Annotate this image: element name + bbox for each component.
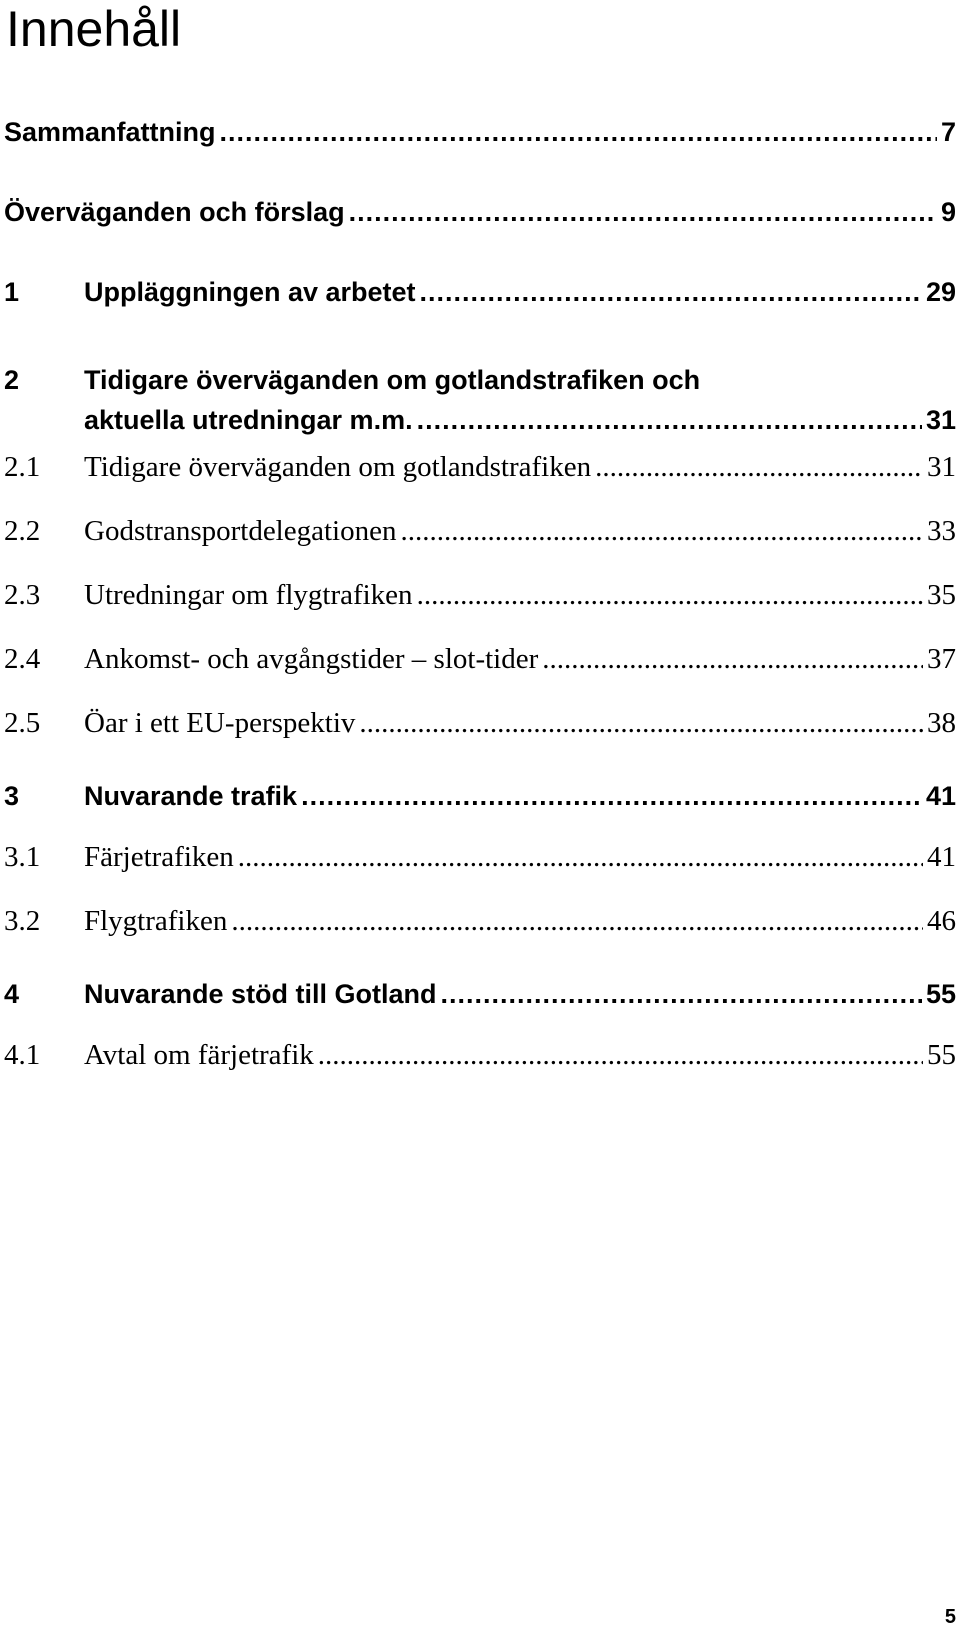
toc-entry-title: Avtal om färjetrafik: [84, 1039, 314, 1071]
toc-entry-page: 41: [925, 781, 956, 811]
dot-leader: [400, 515, 923, 548]
toc-entry-title: Ankomst- och avgångstider – slot-tider: [84, 643, 539, 675]
toc-entry-page: 31: [927, 451, 956, 483]
toc-entry-title: Tidigare överväganden om gotlandstrafiken: [84, 451, 592, 483]
toc-entry-number: 3.2: [4, 905, 41, 937]
toc-entry-overvaganden[interactable]: [4, 184, 956, 228]
toc-entry-page: 35: [927, 579, 956, 611]
dot-leader: [238, 841, 923, 874]
toc-entry-2-4[interactable]: [4, 632, 956, 676]
toc-entry-page: 46: [927, 905, 956, 937]
toc-entry-number: 2.5: [4, 707, 41, 739]
toc-entry-2-2[interactable]: [4, 504, 956, 548]
dot-leader: [359, 707, 923, 740]
toc-entry-title: Utredningar om flygtrafiken: [84, 579, 413, 611]
toc-entry-4-1[interactable]: [4, 1028, 956, 1072]
toc-entry-title: Nuvarande stöd till Gotland: [84, 979, 437, 1009]
toc-entry-2-1[interactable]: [4, 440, 956, 484]
toc-entry-number: 3.1: [4, 841, 41, 873]
toc-entry-page: 33: [927, 515, 956, 547]
toc-entry-page: 41: [927, 841, 956, 873]
toc-entry-number: 4: [4, 979, 20, 1009]
dot-leader: [542, 643, 923, 676]
toc-entry-title: Överväganden och förslag: [4, 197, 345, 227]
toc-entry-2-5[interactable]: [4, 696, 956, 740]
toc-entry-number: 2: [4, 365, 20, 395]
toc-entry-page: 9: [940, 197, 956, 227]
toc-entry-title: Nuvarande trafik: [84, 781, 298, 811]
toc-entry-page: 38: [927, 707, 956, 739]
toc-entry-title: aktuella utredningar m.m.: [84, 405, 413, 435]
toc-entry-3[interactable]: [4, 768, 956, 812]
toc-entry-2-line1[interactable]: [4, 352, 956, 396]
toc-entry-title-line1: Tidigare överväganden om gotlandstrafiken och: [84, 365, 701, 395]
page-number: 5: [944, 1606, 956, 1628]
dot-leader: [349, 197, 937, 228]
toc-entry-page: 55: [927, 1039, 956, 1071]
toc-entry-2[interactable]: [4, 392, 956, 436]
toc-entry-number: 3: [4, 781, 20, 811]
toc-entry-number: 2.2: [4, 515, 41, 547]
toc-entry-number: 2.4: [4, 643, 41, 675]
toc-entry-page: 31: [925, 405, 956, 435]
toc-entry-title: Flygtrafiken: [84, 905, 228, 937]
dot-leader: [318, 1039, 923, 1072]
toc-entry-title: Färjetrafiken: [84, 841, 234, 873]
toc-entry-number: 2.3: [4, 579, 41, 611]
toc-entry-title: Öar i ett EU-perspektiv: [84, 707, 356, 739]
toc-entry-page: 7: [940, 117, 956, 147]
toc-entry-title: Sammanfattning: [4, 117, 216, 147]
toc-entry-number: 4.1: [4, 1039, 41, 1071]
page-title: Innehåll: [6, 1, 182, 57]
dot-leader: [220, 117, 937, 148]
toc-entry-3-2[interactable]: [4, 894, 956, 938]
dot-leader: [301, 781, 922, 812]
dot-leader: [417, 405, 922, 436]
toc-entry-number: 2.1: [4, 451, 41, 483]
toc-entry-sammanfattning[interactable]: [4, 104, 956, 148]
toc-entry-4[interactable]: [4, 966, 956, 1010]
dot-leader: [231, 905, 923, 938]
dot-leader: [420, 277, 922, 308]
dot-leader: [595, 451, 923, 484]
toc-entry-number: 1: [4, 277, 20, 307]
toc-entry-page: 55: [925, 979, 956, 1009]
toc-entry-3-1[interactable]: [4, 830, 956, 874]
toc-entry-2-3[interactable]: [4, 568, 956, 612]
toc-entry-title: Godstransportdelegationen: [84, 515, 397, 547]
dot-leader: [417, 579, 923, 612]
toc-entry-page: 29: [925, 277, 956, 307]
toc-entry-1[interactable]: [4, 264, 956, 308]
toc-entry-title: Uppläggningen av arbetet: [84, 277, 416, 307]
dot-leader: [441, 979, 922, 1010]
toc-entry-page: 37: [927, 643, 956, 675]
